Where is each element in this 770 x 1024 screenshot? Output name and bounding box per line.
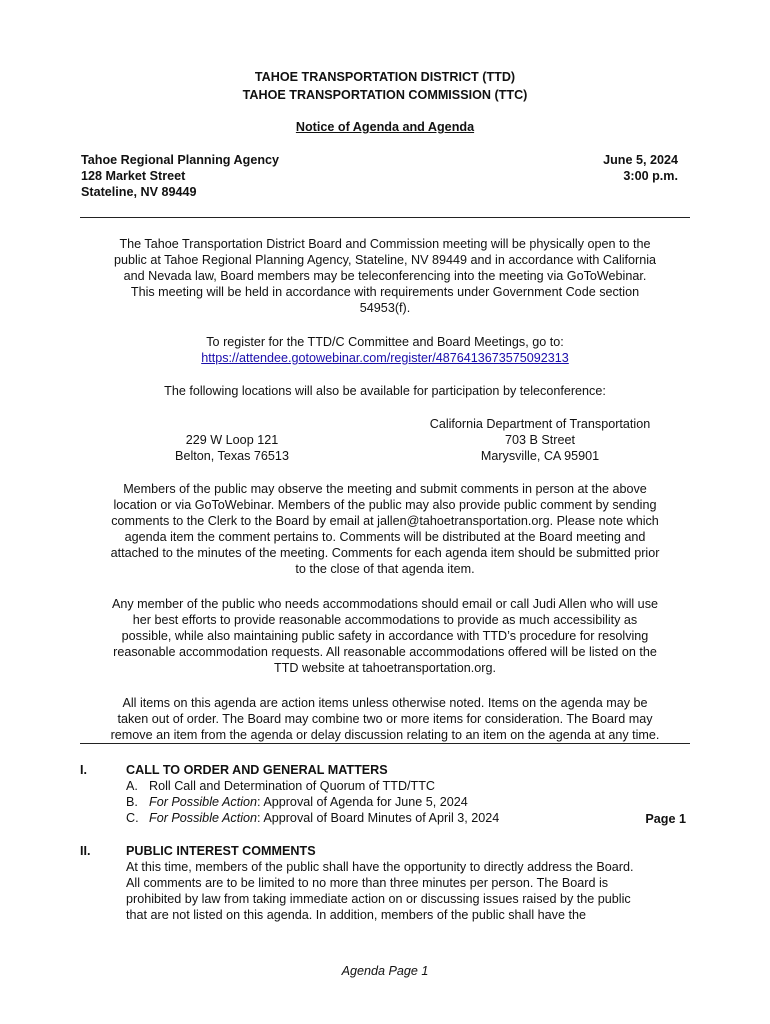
item-text: Roll Call and Determination of Quorum of TTD/TTC [149, 779, 436, 793]
item-prefix: For Possible Action [149, 811, 258, 825]
public-comment-line: attached to the minutes of the meeting. Comments for each agenda item should be submitted prior [110, 546, 660, 560]
location-line: 229 W Loop 121 [185, 433, 279, 447]
section-title: CALL TO ORDER AND GENERAL MATTERS [126, 763, 388, 777]
intro-line: This meeting will be held in accordance with requirements under Government Code section [130, 285, 640, 299]
action-items-line: taken out of order. The Board may combine two or more items for consideration. The Board may [117, 712, 653, 726]
item-letter: A. [126, 779, 138, 793]
item-text: : Approval of Board Minutes of April 3, 2024 [257, 811, 500, 825]
intro-paragraph [78, 236, 692, 316]
location-marysville [400, 416, 680, 464]
meeting-time: 3:00 p.m. [623, 169, 678, 183]
action-items-paragraph [78, 695, 692, 743]
section-body-line: prohibited by law from taking immediate action on or discussing issues raised by the public [126, 892, 631, 906]
section-body-line: At this time, members of the public shall have the opportunity to directly address the Board. [126, 860, 634, 874]
accommodations-paragraph [78, 596, 692, 676]
venue-city: Stateline, NV 89449 [81, 185, 197, 199]
accommodations-line: possible, while also maintaining public safety in accordance with TTD’s procedure for resolving [121, 629, 649, 643]
section-number: II. [80, 844, 91, 858]
public-comment-line: Members of the public may observe the meeting and submit comments in person at the above [123, 482, 647, 496]
agenda-item [126, 810, 499, 826]
location-line: 703 B Street [504, 433, 575, 447]
venue-street: 128 Market Street [81, 169, 186, 183]
public-comment-line: location or via GoToWebinar. Members of the public may also provide public comment by sending [113, 498, 657, 512]
item-text: : Approval of Agenda for June 5, 2024 [257, 795, 468, 809]
item-letter: C. [126, 811, 139, 825]
location-line: Marysville, CA 95901 [480, 449, 600, 463]
agenda-item [126, 778, 499, 794]
registration-text: To register for the TTD/C Committee and Board Meetings, go to: [206, 335, 564, 349]
section-body-line: that are not listed on this agenda. In addition, members of the public shall have the [126, 908, 586, 922]
accommodations-line: her best efforts to provide reasonable accommodations to provide as much accessibility as [132, 613, 638, 627]
intro-line: public at Tahoe Regional Planning Agency, Stateline, NV 89449 and in accordance with California [113, 253, 657, 267]
public-comment-paragraph [78, 481, 692, 577]
public-comment-line: to the close of that agenda item. [295, 562, 475, 576]
agenda-item [126, 794, 499, 810]
location-line: California Department of Transportation [429, 417, 651, 431]
page-reference: Page 1 [645, 812, 686, 826]
accommodations-line: Any member of the public who needs accommodations should email or call Judi Allen who will use [111, 597, 658, 611]
section-number: I. [80, 763, 87, 777]
accommodations-line: TTD website at tahoetransportation.org. [274, 661, 496, 675]
location-line: Belton, Texas 76513 [175, 449, 289, 463]
divider-top [80, 217, 690, 218]
locations-intro: The following locations will also be available for participation by teleconference: [164, 384, 606, 398]
section-title: PUBLIC INTEREST COMMENTS [126, 844, 316, 858]
venue-name: Tahoe Regional Planning Agency [81, 153, 280, 167]
intro-line: The Tahoe Transportation District Board and Commission meeting will be physically open to the [119, 237, 651, 251]
action-items-line: All items on this agenda are action items unless otherwise noted. Items on the agenda may be [122, 696, 648, 710]
divider-agenda [80, 743, 690, 744]
section-body-line: All comments are to be limited to no more than three minutes per person. The Board is [126, 876, 609, 890]
intro-line: and Nevada law, Board members may be teleconferencing into the meeting via GoToWebinar. [123, 269, 647, 283]
section-items [126, 778, 499, 826]
item-letter: B. [126, 795, 138, 809]
meeting-date: June 5, 2024 [603, 153, 678, 167]
registration-paragraph [78, 334, 692, 366]
location-belton [132, 432, 332, 464]
notice-title: Notice of Agenda and Agenda [295, 120, 475, 134]
intro-line: 54953(f). [359, 301, 411, 315]
public-comment-line: agenda item the comment pertains to. Comments will be distributed at the Board meeting and [124, 530, 646, 544]
action-items-line: remove an item from the agenda or delay discussion relating to an item on the agenda at any time. [110, 728, 660, 742]
public-comment-line: comments to the Clerk to the Board by email at jallen@tahoetransportation.org. Please note which [111, 514, 659, 528]
header-commission: TAHOE TRANSPORTATION COMMISSION (TTC) [242, 88, 528, 102]
section-body [126, 859, 691, 923]
header-district: TAHOE TRANSPORTATION DISTRICT (TTD) [254, 70, 516, 84]
page-footer: Agenda Page 1 [341, 964, 429, 978]
venue-address [81, 152, 279, 200]
meeting-datetime [603, 152, 678, 184]
accommodations-line: reasonable accommodation requests. All reasonable accommodations offered will be listed on the [113, 645, 657, 659]
registration-link[interactable]: https://attendee.gotowebinar.com/register/4876413673575092313 [201, 351, 569, 365]
item-prefix: For Possible Action [149, 795, 258, 809]
